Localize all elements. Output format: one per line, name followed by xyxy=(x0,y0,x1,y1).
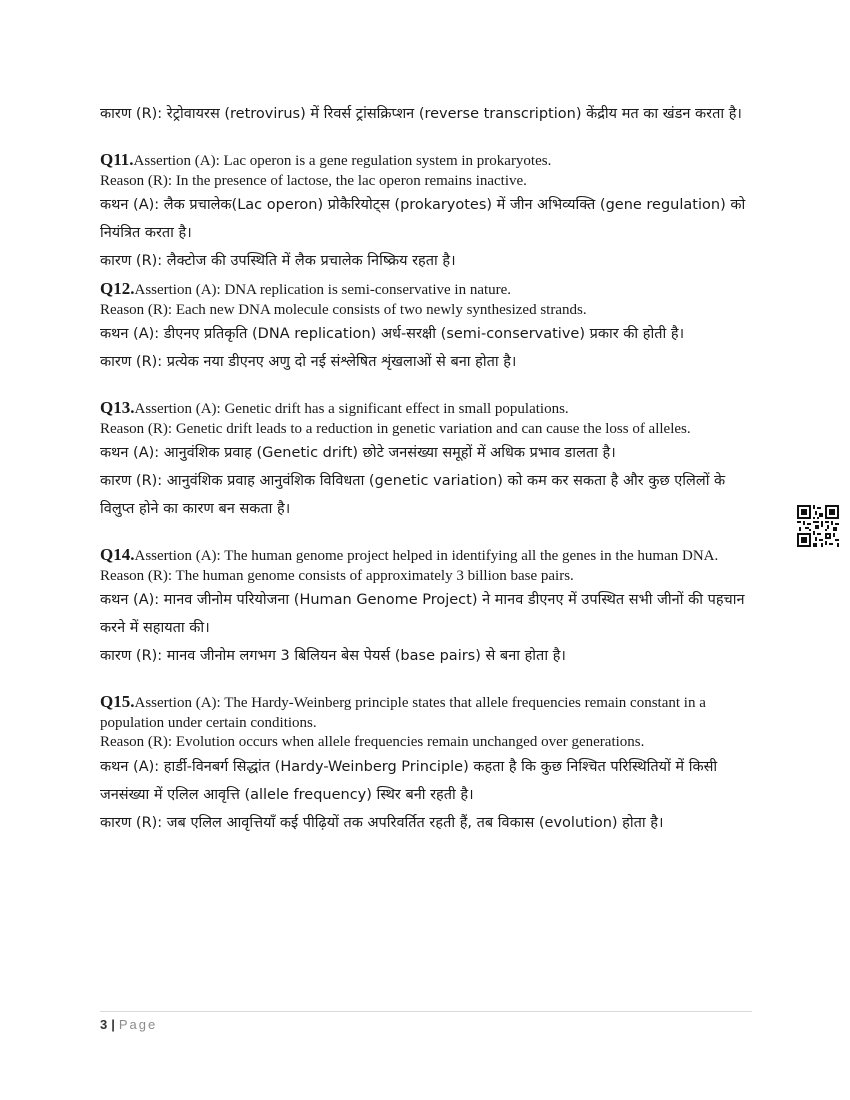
reason-hindi: कारण (R): प्रत्येक नया डीएनए अणु दो नई संश्लेषित शृंखलाओं से बना होता है। xyxy=(100,354,517,370)
question-number: Q12. xyxy=(100,279,135,298)
assertion-english: Assertion (A): Lac operon is a gene regulation system in prokaryotes. xyxy=(133,153,552,169)
question-number: Q14. xyxy=(100,545,135,564)
question-number: Q13. xyxy=(100,398,135,417)
reason-hindi: कारण (R): मानव जीनोम लगभग 3 बिलियन बेस पेयर्स (base pairs) से बना होता है। xyxy=(100,648,566,664)
reason-hindi: कारण (R): जब एलिल आवृत्तियाँ कई पीढ़ियों तक अपरिवर्तित रहती हैं, तब विकास (evolution) होता है। xyxy=(100,814,664,831)
page-number: 3 xyxy=(100,1017,108,1032)
assertion-hindi: कथन (A): मानव जीनोम परियोजना (Human Genome Project) ने मानव डीएनए में उपस्थित सभी जीनों की पहचान करने में सहायता की। xyxy=(100,592,745,636)
footer-separator: | xyxy=(111,1017,115,1032)
assertion-hindi: कथन (A): लैक प्रचालेक(Lac operon) प्रोकैरियोट्स (prokaryotes) में जीन अभिव्यक्ति (gene regulation) को नियंत्रित करता है। xyxy=(100,197,746,241)
question-q11 xyxy=(100,150,752,275)
assertion-hindi: कथन (A): आनुवंशिक प्रवाह (Genetic drift) छोटे जनसंख्या समूहों में अधिक प्रभाव डालता है। xyxy=(100,445,616,461)
intro-reason-hindi: कारण (R): रेट्रोवायरस (retrovirus) में रिवर्स ट्रांसक्रिप्शन (reverse transcription) केंद्रीय मत का खंडन करता है। xyxy=(100,106,742,122)
question-q12 xyxy=(100,279,752,376)
reason-english: Reason (R): Genetic drift leads to a reduction in genetic variation and can cause the loss of alleles. xyxy=(100,420,691,437)
document-body xyxy=(100,100,752,837)
page-label: Page xyxy=(118,1017,158,1032)
assertion-english: Assertion (A): DNA replication is semi-conservative in nature. xyxy=(134,282,512,298)
reason-hindi: कारण (R): लैक्टोज की उपस्थिति में लैक प्रचालेक निष्क्रिय रहता है। xyxy=(100,253,456,269)
question-q15 xyxy=(100,692,752,837)
reason-english: Reason (R): In the presence of lactose, the lac operon remains inactive. xyxy=(100,172,527,189)
assertion-english: Assertion (A): Genetic drift has a significant effect in small populations. xyxy=(134,401,569,417)
question-q13 xyxy=(100,398,752,523)
assertion-hindi: कथन (A): हार्डी-विनबर्ग सिद्धांत (Hardy-Weinberg Principle) कहता है कि कुछ निश्चित परिस्थितियों में किसी जनसंख्या में एलिल आवृत्ति (allele frequency) स्थिर बनी रहती है। xyxy=(100,758,718,803)
question-q14 xyxy=(100,545,752,670)
assertion-english: Assertion (A): The Hardy-Weinberg principle states that allele frequencies remain constant in a population under certain conditions. xyxy=(100,695,706,731)
page-footer xyxy=(100,1011,752,1034)
reason-hindi: कारण (R): आनुवंशिक प्रवाह आनुवंशिक विविधता (genetic variation) को कम कर सकता है और कुछ एलिलों के विलुप्त होने का कारण बन सकता है। xyxy=(100,473,726,517)
assertion-english: Assertion (A): The human genome project helped in identifying all the genes in the human DNA. xyxy=(134,548,719,564)
qr-code-icon[interactable] xyxy=(797,505,839,547)
assertion-hindi: कथन (A): डीएनए प्रतिकृति (DNA replication) अर्ध-सरक्षी (semi-conservative) प्रकार की होती है। xyxy=(100,326,685,342)
reason-english: Reason (R): Each new DNA molecule consists of two newly synthesized strands. xyxy=(100,301,587,318)
question-number: Q15. xyxy=(100,692,135,711)
question-number: Q11. xyxy=(100,150,134,169)
reason-english: Reason (R): The human genome consists of approximately 3 billion base pairs. xyxy=(100,567,574,584)
reason-english: Reason (R): Evolution occurs when allele frequencies remain unchanged over generations. xyxy=(100,734,645,750)
